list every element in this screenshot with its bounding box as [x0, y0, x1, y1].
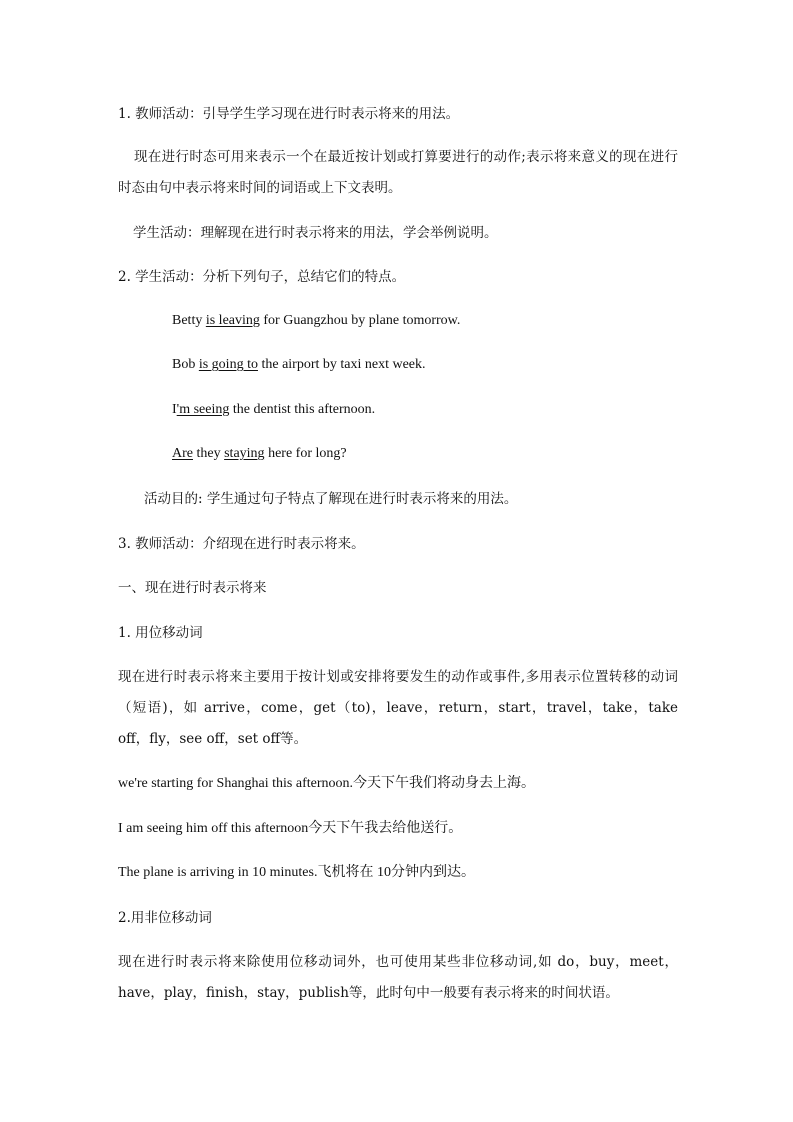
example-4-text-c: here for long? — [264, 446, 347, 461]
part1-heading: 一、现在进行时表示将来 — [118, 580, 267, 596]
example-sentence-1 — [172, 311, 460, 331]
example-2-text-b: the airport by taxi next week. — [257, 357, 426, 372]
example-1-text-b: for Guangzhou by plane tomorrow. — [259, 313, 461, 328]
example-4-underlined-aux: Are — [172, 446, 193, 461]
sub2-paragraph: 现在进行时表示将来除使用位移动词外，也可使用某些非位移动词,如 do，buy，meet，have，play，finish，stay，publish等，此时句中一般要有表示将来的时间状语。 — [118, 954, 678, 1001]
sub1-paragraph: 现在进行时表示将来主要用于按计划或安排将要发生的动作或事件,多用表示位置转移的动词（短语)，如 arrive，come，get（to)，leave，return，start，travel，take，take off，fly，see off，set off等。 — [118, 669, 678, 747]
section3-heading: 3. 教师活动：介绍现在进行时表示将来。 — [118, 536, 365, 552]
example-sentence-7: The plane is arriving in 10 minutes.飞机将在 10分钟内到达。 — [118, 865, 475, 880]
example-sentence-5: we're starting for Shanghai this afternoon.今天下午我们将动身去上海。 — [118, 776, 536, 791]
section2-heading: 2. 学生活动：分析下列句子，总结它们的特点。 — [118, 269, 406, 285]
example-2-underlined-verb: is going to — [198, 357, 258, 372]
example-sentence-4 — [172, 444, 347, 464]
example-3-text-a: I — [172, 402, 177, 417]
example-sentence-2 — [172, 355, 426, 375]
example-sentence-6: I am seeing him off this afternoon今天下午我去给他送行。 — [118, 821, 463, 836]
example-sentence-3 — [172, 400, 375, 420]
section1-paragraph: 现在进行时态可用来表示一个在最近按计划或打算要进行的动作;表示将来意义的现在进行时态由句中表示将来时间的词语或上下文表明。 — [118, 149, 678, 196]
example-4-text-b: they — [193, 446, 225, 461]
example-1-text-a: Betty — [172, 313, 206, 328]
sub1-heading: 1. 用位移动词 — [118, 625, 203, 641]
example-3-text-b: the dentist this afternoon. — [229, 402, 376, 417]
example-4-underlined-verb: staying — [224, 446, 265, 461]
activity-purpose: 活动目的: 学生通过句子特点了解现在进行时表示将来的用法。 — [144, 491, 518, 507]
example-3-underlined-verb: 'm seeing — [176, 402, 230, 417]
example-1-underlined-verb: is leaving — [205, 313, 260, 328]
section1-student-activity: 学生活动：理解现在进行时表示将来的用法，学会举例说明。 — [133, 225, 498, 241]
sub2-heading: 2.用非位移动词 — [118, 910, 212, 926]
example-2-text-a: Bob — [172, 357, 199, 372]
section1-heading: 1. 教师活动：引导学生学习现在进行时表示将来的用法。 — [118, 106, 460, 122]
